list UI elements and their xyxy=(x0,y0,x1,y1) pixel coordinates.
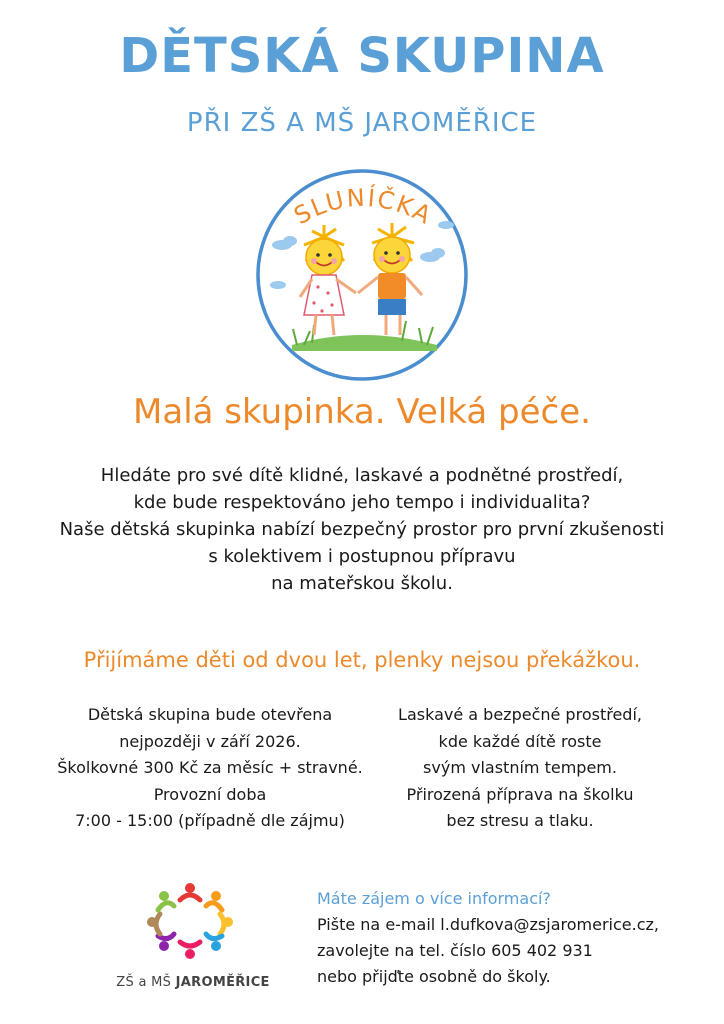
info-line: nejpozději v září 2026. xyxy=(119,731,301,751)
school-logo-icon xyxy=(140,880,240,960)
info-line: kde každé dítě roste xyxy=(438,731,602,751)
info-line: Laskavé a bezpečné prostředí, xyxy=(398,705,642,724)
info-line: bez stresu a tlaku. xyxy=(446,811,594,830)
info-line: Školkovné 300 Kč za měsíc + stravné. xyxy=(57,758,363,777)
tagline: Malá skupinka. Velká péče. xyxy=(133,392,591,432)
school-name xyxy=(108,975,278,990)
page-title: DĚTSKÁ SKUPINA xyxy=(119,28,605,84)
info-line: svým vlastním tempem. xyxy=(423,758,617,777)
acceptance-note: Přijímáme děti od dvou let, plenky nejsou překážkou. xyxy=(83,648,641,672)
school-name-main: JAROMĚŘICE xyxy=(175,975,270,990)
intro-line: Hledáte pro své dítě klidné, laskavé a podnětné prostředí, xyxy=(100,465,624,486)
intro-paragraph xyxy=(40,462,684,597)
info-line: 7:00 - 15:00 (případně dle zájmu) xyxy=(75,811,345,830)
contact-phone-line: zavolejte na tel. číslo 605 402 931 xyxy=(317,941,593,960)
contact-question: Máte zájem o více informací? xyxy=(317,889,551,908)
contact-block xyxy=(317,886,697,990)
info-line: Dětská skupina bude otevřena xyxy=(87,705,333,724)
page-subtitle: PŘI ZŠ A MŠ JAROMĚŘICE xyxy=(186,108,538,138)
sun-children-logo xyxy=(252,165,472,385)
intro-line: Naše dětská skupinka nabízí bezpečný prostor pro první zkušenosti xyxy=(59,519,665,540)
info-line: Přirozená příprava na školku xyxy=(406,784,634,804)
intro-line: na mateřskou školu. xyxy=(271,573,453,594)
intro-line: kde bude respektováno jeho tempo i individualita? xyxy=(133,492,591,513)
logo-text: SLUNÍČKA xyxy=(289,183,438,231)
info-column-left xyxy=(50,702,370,835)
info-column-right xyxy=(365,702,675,835)
info-line: Provozní doba xyxy=(153,784,267,804)
intro-line: s kolektivem i postupnou přípravu xyxy=(208,546,516,567)
contact-visit-line: nebo přijďte osobně do školy. xyxy=(317,967,551,986)
contact-email-line: Pište na e-mail l.dufkova@zsjaromerice.cz, xyxy=(317,915,659,934)
school-name-prefix: ZŠ a MŠ xyxy=(116,975,176,990)
